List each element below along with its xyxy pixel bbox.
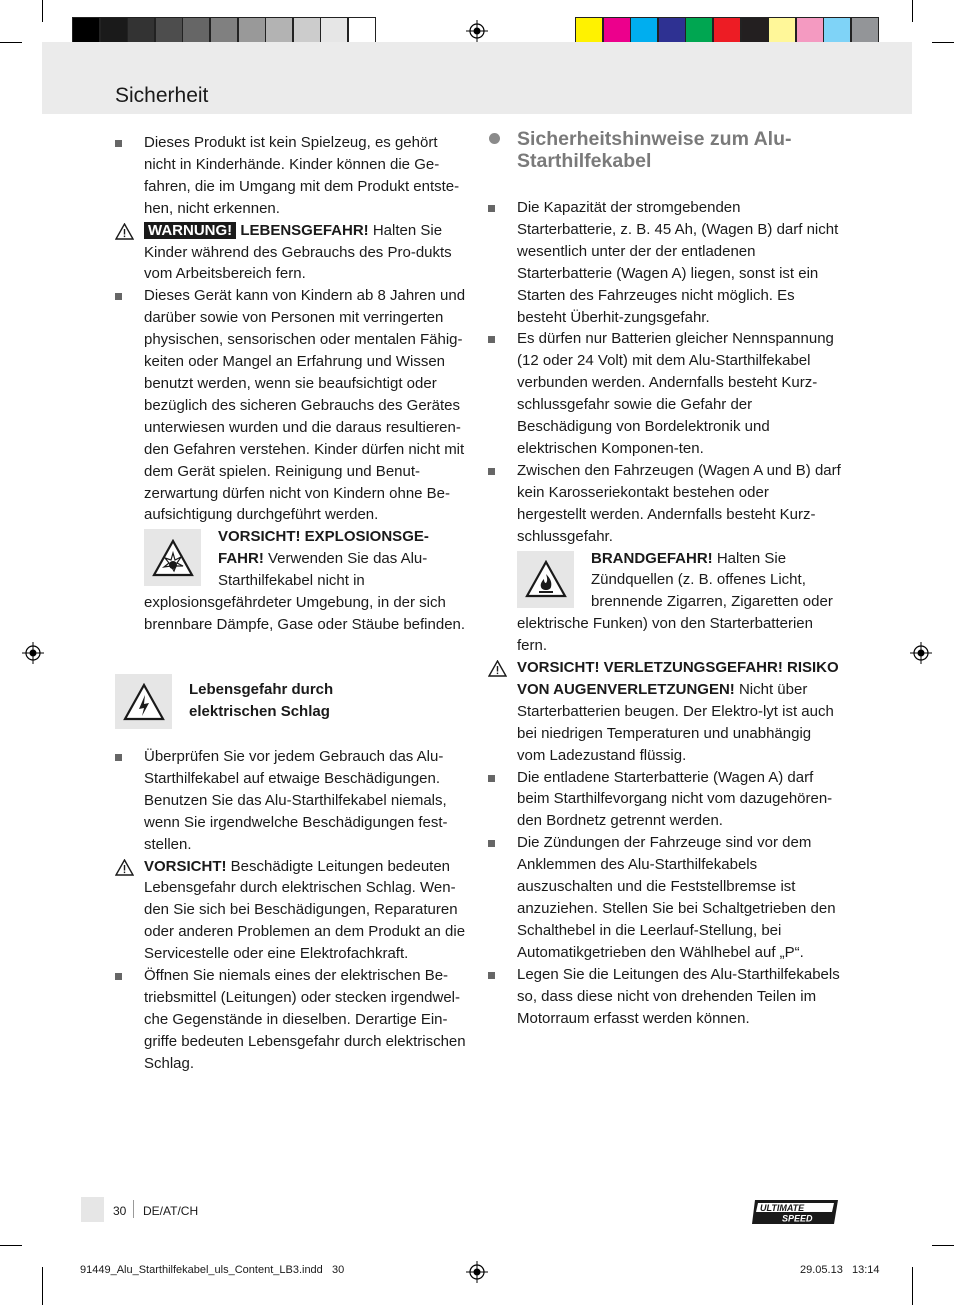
crop-mark [912,1267,913,1305]
section-bullet-icon [489,133,500,144]
registration-mark-icon [910,642,932,664]
list-item: Die Zündungen der Fahrzeuge sind vor dem Anklemmen des Alu-Starthilfekabels auszuschalten und die Feststellbremse ist anzuziehen. Stellen Sie bei Schaltgetrieben den Schalthebel in die Leerlauf-Stellung, bei Automatikgetrieben den Wählhebel auf „P“. [517,832,842,963]
list-item-warning: VORSICHT! VERLETZUNGSGEFAHR! RISIKO VON AUGENVERLETZUNGEN! Nicht über Starterbatterien beugen. Der Elektro-lyt ist auch bei niedrigen Temperaturen und unabhängig vom Ladezustand flüssig. [517,657,842,767]
warning-triangle-icon [115,223,134,240]
slug-filename: 91449_Alu_Starthilfekabel_uls_Content_LB3.indd 30 [80,1264,345,1276]
explosion-hazard-icon [144,529,201,586]
square-bullet-icon [115,293,122,300]
svg-text:ULTIMATE: ULTIMATE [760,1203,805,1213]
list-item: Die Kapazität der stromgebenden Starterbatterie, z. B. 45 Ah, (Wagen B) darf nicht wesentlich unter der der entladenen Starterbatterie (Wagen A) liegen, sonst ist ein Starten des Fahrzeuges nicht möglich. Es besteht Überhit-zungsgefahr. [517,197,842,328]
crop-mark [912,0,913,22]
list-item: Dieses Gerät kann von Kindern ab 8 Jahren und darüber sowie von Personen mit verringerten physischen, sensorischen oder mentalen Fähig-keiten oder Mangel an Erfahrung und Wissen benutzt werden, wenn sie beaufsichtigt oder bezüglich des sicheren Gebrauchs des Gerätes unterwiesen wurden und die daraus resultieren-den Gefahren verstehen. Kinder dürfen nicht mit dem Gerät spielen. Reinigung und Benut-zerwartung dürfen nicht von Kindern ohne Be-aufsichtigung durchgeführt werden. [144,285,469,526]
crop-mark [932,1245,954,1246]
footer-tab [81,1197,104,1222]
list-item-warning: WARNUNG! LEBENSGEFAHR! Halten Sie Kinder während des Gebrauchs des Pro-dukts vom Arbeitsbereich fern. [144,220,469,286]
warning-triangle-icon [115,859,134,876]
square-bullet-icon [488,972,495,979]
list-item-fire: BRANDGEFAHR! Halten Sie Zündquellen (z. B. offenes Licht, brennende Zigarren, Zigaretten oder elektrische Funken) von den Starterbatterien fern. [517,548,842,658]
list-item: Öffnen Sie niemals eines der elektrischen Be-triebsmittel (Leitungen) oder stecken irgendwel-che Gegenstände in dieselben. Derartige Ein-griffe bedeuten Lebensgefahr durch elektrischen Schlag. [144,965,469,1075]
square-bullet-icon [115,140,122,147]
square-bullet-icon [488,468,495,475]
page-title: Sicherheit [115,84,209,107]
divider [133,1200,134,1218]
square-bullet-icon [115,754,122,761]
crop-mark [0,1245,22,1246]
left-column [144,132,469,636]
language-code: DE/AT/CH [143,1204,199,1218]
svg-text:SPEED: SPEED [782,1213,813,1224]
fire-hazard-icon [517,551,574,608]
right-column [517,197,842,1029]
list-item: Überprüfen Sie vor jedem Gebrauch das Alu-Starthilfekabel auf etwaige Beschädigungen. Benutzen Sie das Alu-Starthilfekabel niemals, wenn Sie irgendwelche Beschädigungen fest-stellen. [144,746,469,856]
registration-mark-icon [22,642,44,664]
crop-mark [932,42,954,43]
page-number: 30 [113,1204,127,1218]
list-item: Legen Sie die Leitungen des Alu-Starthilfekabels so, dass diese nicht von drehenden Teilen im Motorraum erfasst werden können. [517,964,842,1030]
electric-shock-icon [115,674,172,729]
warning-badge: WARNUNG! [144,222,236,239]
square-bullet-icon [488,336,495,343]
section-heading-electric: Lebensgefahr durch elektrischen Schlag [189,681,334,720]
crop-mark [42,1267,43,1305]
section-heading: Sicherheitshinweise zum Alu-Starthilfekabel [517,128,792,172]
slug-date: 29.05.13 13:14 [800,1264,880,1276]
left-column-electric [144,746,469,1075]
registration-mark-icon [466,1261,488,1283]
square-bullet-icon [488,775,495,782]
crop-mark [0,42,22,43]
warning-triangle-icon [488,660,507,677]
ultimate-speed-logo [752,1198,842,1226]
square-bullet-icon [488,205,495,212]
square-bullet-icon [488,840,495,847]
crop-mark [42,0,43,22]
square-bullet-icon [115,973,122,980]
list-item-warning: VORSICHT! Beschädigte Leitungen bedeuten Lebensgefahr durch elektrischen Schlag. Wen-den Sie sich bei Beschädigungen, Reparaturen oder anderen Problemen an dem Produkt an die Servicestelle oder eine Elektrofachkraft. [144,856,469,966]
list-item: Zwischen den Fahrzeugen (Wagen A und B) darf kein Karosseriekontakt bestehen oder hergestellt werden. Andernfalls besteht Kurz-schlussgefahr. [517,460,842,548]
list-item: Dieses Produkt ist kein Spielzeug, es gehört nicht in Kinderhände. Kinder können die Ge-fahren, die im Umgang mit dem Produkt entste-hen, nicht erkennen. [144,132,469,220]
registration-mark-icon [466,20,488,42]
list-item-explosion: VORSICHT! EXPLOSIONSGE-FAHR! Verwenden Sie das Alu-Starthilfekabel nicht in explosionsgefährdeter Umgebung, in der sich brennbare Dämpfe, Gase oder Stäube befinden. [144,526,469,636]
list-item: Es dürfen nur Batterien gleicher Nennspannung (12 oder 24 Volt) mit dem Alu-Starthilfekabel verbunden werden. Andernfalls besteht Kurz-schlussgefahr sowie die Gefahr der Beschädigung von Bordelektronik und elektrischen Komponen-ten. [517,328,842,459]
list-item: Die entladene Starterbatterie (Wagen A) darf beim Starthilfevorgang nicht vom dazugehören-den Bordnetz getrennt werden. [517,767,842,833]
